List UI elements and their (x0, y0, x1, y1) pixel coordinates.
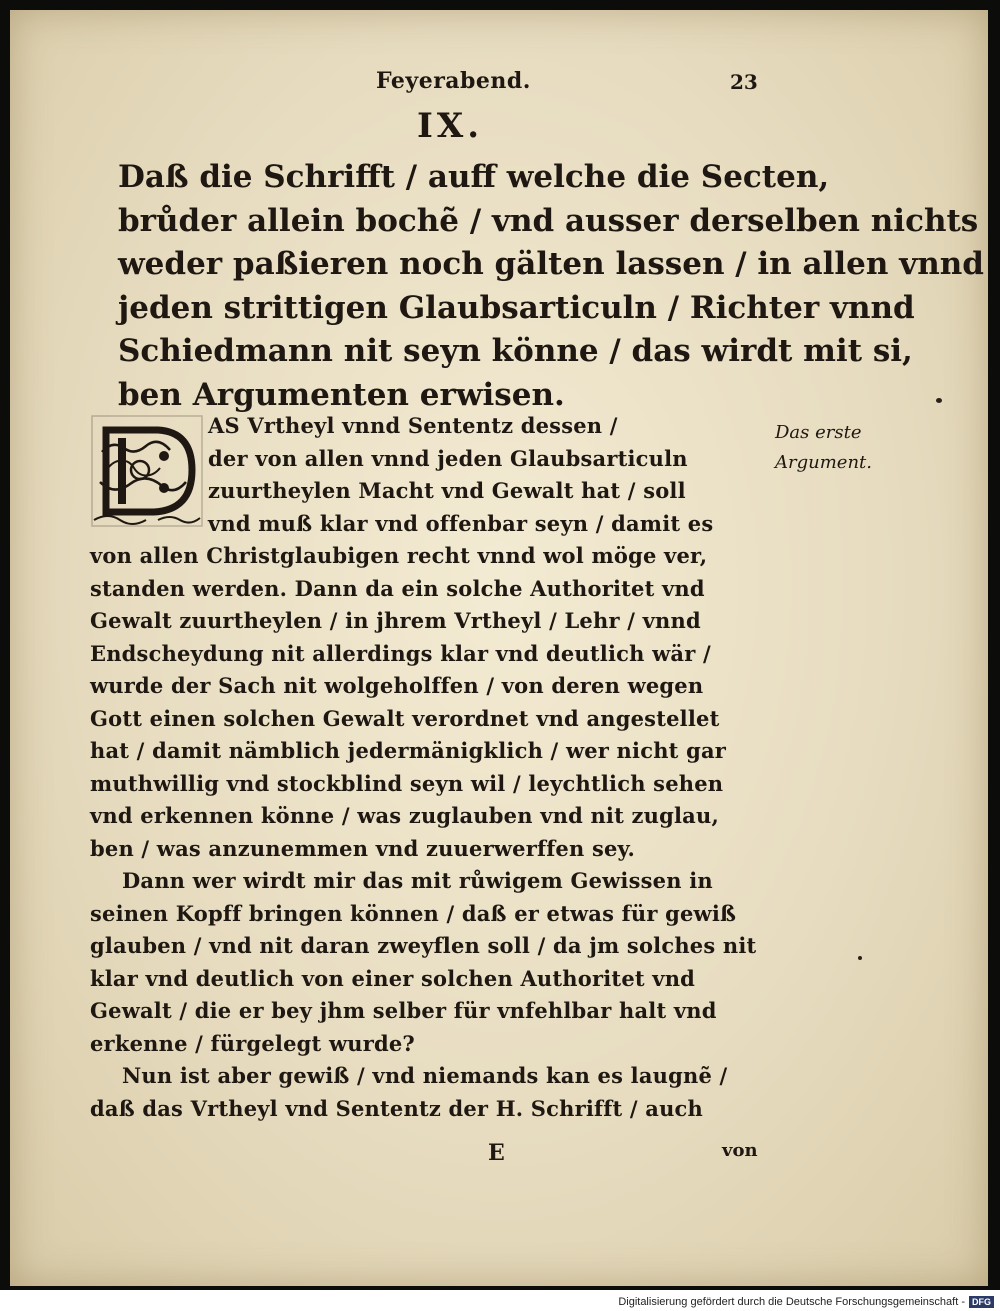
margin-note (775, 418, 872, 478)
chapter-number-text: IX. (416, 106, 484, 146)
paragraph-line: Endscheydung nit allerdings klar vnd deutlich wär / (90, 640, 711, 666)
signature-mark: E (488, 1140, 505, 1166)
paragraph-line: seinen Kopff bringen können / daß er etwas für gewiß (90, 900, 737, 926)
page-number: 23 (730, 70, 758, 94)
paragraph-line: Gewalt zuurtheylen / in jhrem Vrtheyl / Lehr / vnnd (90, 608, 701, 633)
paragraph-line: wurde der Sach nit wolgeholffen / von deren wegen (90, 673, 704, 698)
paragraph-line: von allen Christglaubigen recht vnnd wol möge ver, (90, 543, 708, 568)
heading-line: ben Argumenten erwisen. (118, 376, 565, 413)
chapter-heading (118, 156, 984, 417)
paragraph-line: muthwillig vnd stockblind seyn wil / leychtlich sehen (90, 770, 724, 796)
ink-speck (858, 956, 862, 960)
paragraph-line: vnd erkennen könne / was zuglauben vnd nit zuglau, (90, 803, 719, 828)
margin-note-line: Argument. (775, 452, 872, 473)
credit-text: Digitalisierung gefördert durch die Deutsche Forschungsgemeinschaft - (618, 1295, 965, 1308)
heading-line: weder paßieren noch gälten lassen / in allen vnnd (118, 246, 984, 282)
paragraph-line: klar vnd deutlich von einer solchen Authoritet vnd (90, 965, 696, 991)
heading-line: brůder allein bochẽ / vnd ausser derselben nichts (118, 202, 979, 239)
paragraph-line: Gewalt / die er bey jhm selber für vnfehlbar halt vnd (90, 998, 717, 1023)
chapter-number (0, 106, 1000, 146)
paragraph-line: daß das Vrtheyl vnd Sententz der H. Schrifft / auch (90, 1095, 704, 1121)
paragraph-line: erkenne / fürgelegt wurde? (90, 1030, 415, 1056)
digitization-credit (618, 1294, 994, 1309)
body-text (90, 410, 770, 1125)
ink-speck (936, 398, 942, 403)
paragraph-line: standen werden. Dann da ein solche Authoritet vnd (90, 575, 705, 601)
paragraph-line: Dann wer wirdt mir das mit růwigem Gewissen in (122, 868, 713, 893)
running-head: Feyerabend. (376, 68, 531, 94)
heading-line: jeden strittigen Glaubsarticuln / Richter vnnd (118, 289, 915, 326)
paragraph-line: Nun ist aber gewiß / vnd niemands kan es laugnẽ / (122, 1063, 728, 1088)
paragraph-line: ben / was anzunemmen vnd zuuerwerffen sey. (90, 835, 636, 861)
dfg-logo-icon: DFG (969, 1296, 994, 1308)
paragraph-line: zuurtheylen Macht vnd Gewalt hat / soll (208, 478, 686, 503)
paragraph-line: Gott einen solchen Gewalt verordnet vnd angestellet (90, 705, 720, 731)
paragraph-line: AS Vrtheyl vnnd Sententz dessen / (208, 413, 618, 438)
paragraph-line: vnd muß klar vnd offenbar seyn / damit es (208, 510, 714, 536)
heading-line: Daß die Schrifft / auff welche die Secten, (118, 159, 830, 195)
margin-note-line: Das erste (775, 422, 862, 443)
paragraph-line: glauben / vnd nit daran zweyflen soll / da jm solches nit (90, 933, 757, 958)
catchword: von (722, 1140, 758, 1161)
heading-line: Schiedmann nit seyn könne / das wirdt mit si, (118, 333, 913, 369)
paragraph-line: der von allen vnnd jeden Glaubsarticuln (208, 445, 688, 471)
paragraph-line: hat / damit nämblich jedermänigklich / wer nicht gar (90, 738, 727, 763)
